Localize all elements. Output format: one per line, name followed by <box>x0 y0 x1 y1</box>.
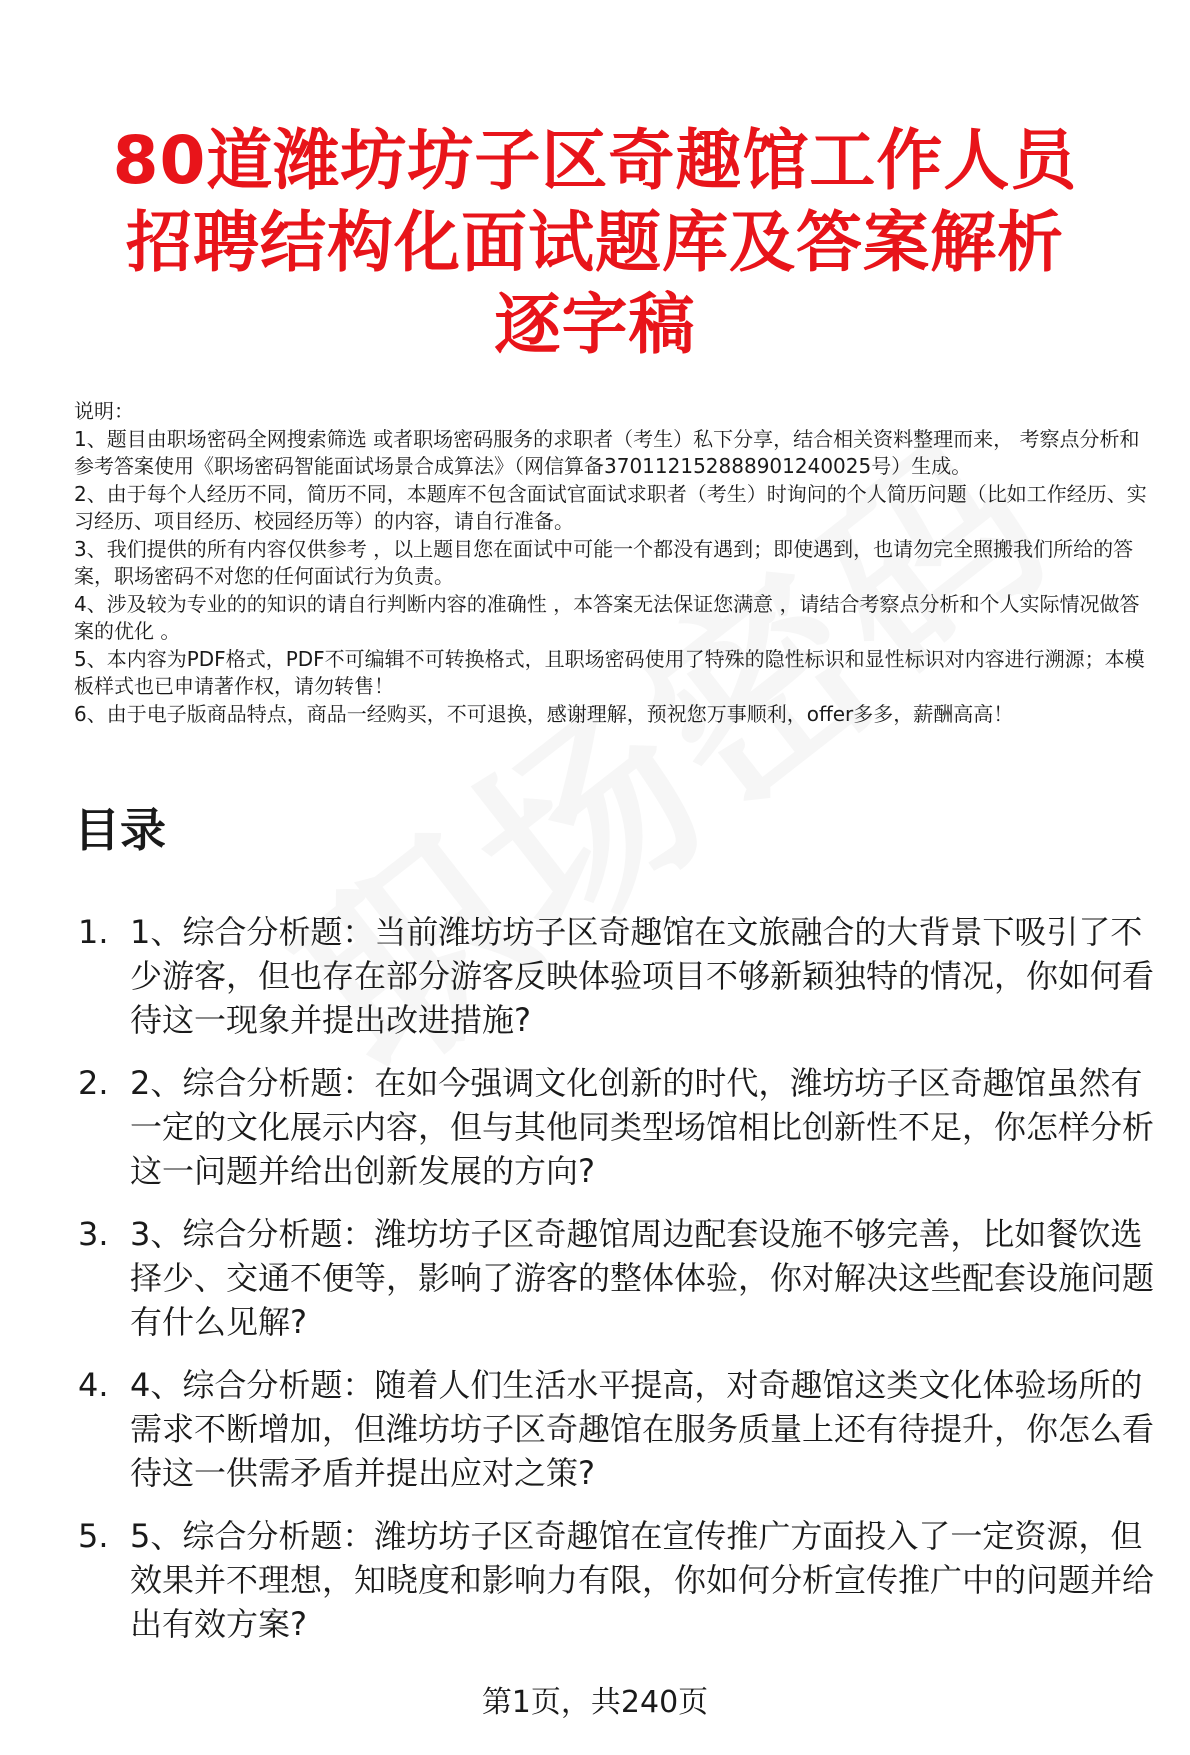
note-item: 5、本内容为PDF格式，PDF不可编辑不可转换格式，且职场密码使用了特殊的隐性标识和显性标识对内容进行溯源；本模板样式也已申请著作权，请勿转售！ <box>74 646 1145 698</box>
toc-item-text: 5、综合分析题：潍坊坊子区奇趣馆在宣传推广方面投入了一定资源，但效果并不理想，知晓度和影响力有限，你如何分析宣传推广中的问题并给出有效方案? <box>130 1517 1155 1643</box>
document-title: 80道潍坊坊子区奇趣馆工作人员招聘结构化面试题库及答案解析逐字稿 <box>112 122 1078 363</box>
toc-item-number: 3. <box>78 1215 109 1253</box>
toc-item-text: 1、综合分析题：当前潍坊坊子区奇趣馆在文旅融合的大背景下吸引了不少游客，但也存在部分游客反映体验项目不够新颖独特的情况，你如何看待这一现象并提出改进措施? <box>130 913 1155 1039</box>
toc-heading: 目录 <box>74 803 166 857</box>
note-item: 1、题目由职场密码全网搜索筛选 或者职场密码服务的求职者（考生）私下分享，结合相关资料整理而来， 考察点分析和参考答案使用《职场密码智能面试场景合成算法》（网信算备370112152888901240025号）生成。 <box>74 426 1140 478</box>
toc-item-number: 2. <box>78 1064 109 1102</box>
toc-item-text: 4、综合分析题：随着人们生活水平提高，对奇趣馆这类文化体验场所的需求不断增加，但潍坊坊子区奇趣馆在服务质量上还有待提升，你怎么看待这一供需矛盾并提出应对之策? <box>130 1366 1155 1492</box>
note-item: 4、涉及较为专业的的知识的请自行判断内容的准确性 ，本答案无法保证您满意 ，请结合考察点分析和个人实际情况做答案的优化 。 <box>74 591 1140 643</box>
notes-heading: 说明： <box>74 399 134 423</box>
toc-item-number: 5. <box>78 1517 109 1555</box>
note-item: 3、我们提供的所有内容仅供参考 ，以上题目您在面试中可能一个都没有遇到；即使遇到，也请勿完全照搬我们所给的答案，职场密码不对您的任何面试行为负责。 <box>74 536 1134 588</box>
toc-item[interactable] <box>78 1363 1170 1495</box>
toc-item[interactable] <box>78 1212 1170 1344</box>
toc-item[interactable] <box>78 1514 1170 1646</box>
page-footer: 第1页，共240页 <box>481 1685 709 1720</box>
toc-item-number: 4. <box>78 1366 109 1404</box>
toc-list <box>78 910 1170 1665</box>
toc-item-text: 3、综合分析题：潍坊坊子区奇趣馆周边配套设施不够完善，比如餐饮选择少、交通不便等，影响了游客的整体体验，你对解决这些配套设施问题有什么见解? <box>130 1215 1155 1341</box>
note-item: 2、由于每个人经历不同，简历不同，本题库不包含面试官面试求职者（考生）时询问的个人简历问题（比如工作经历、实习经历、项目经历、校园经历等）的内容，请自行准备。 <box>74 481 1147 533</box>
toc-item[interactable] <box>78 1061 1170 1193</box>
notes-section <box>74 398 1154 728</box>
note-item: 6、由于电子版商品特点，商品一经购买，不可退换，感谢理解，预祝您万事顺利，offer多多，薪酬高高！ <box>74 701 1014 726</box>
toc-item-number: 1. <box>78 913 109 951</box>
toc-item[interactable] <box>78 910 1170 1042</box>
toc-item-text: 2、综合分析题：在如今强调文化创新的时代，潍坊坊子区奇趣馆虽然有一定的文化展示内容，但与其他同类型场馆相比创新性不足，你怎样分析这一问题并给出创新发展的方向? <box>130 1064 1155 1190</box>
